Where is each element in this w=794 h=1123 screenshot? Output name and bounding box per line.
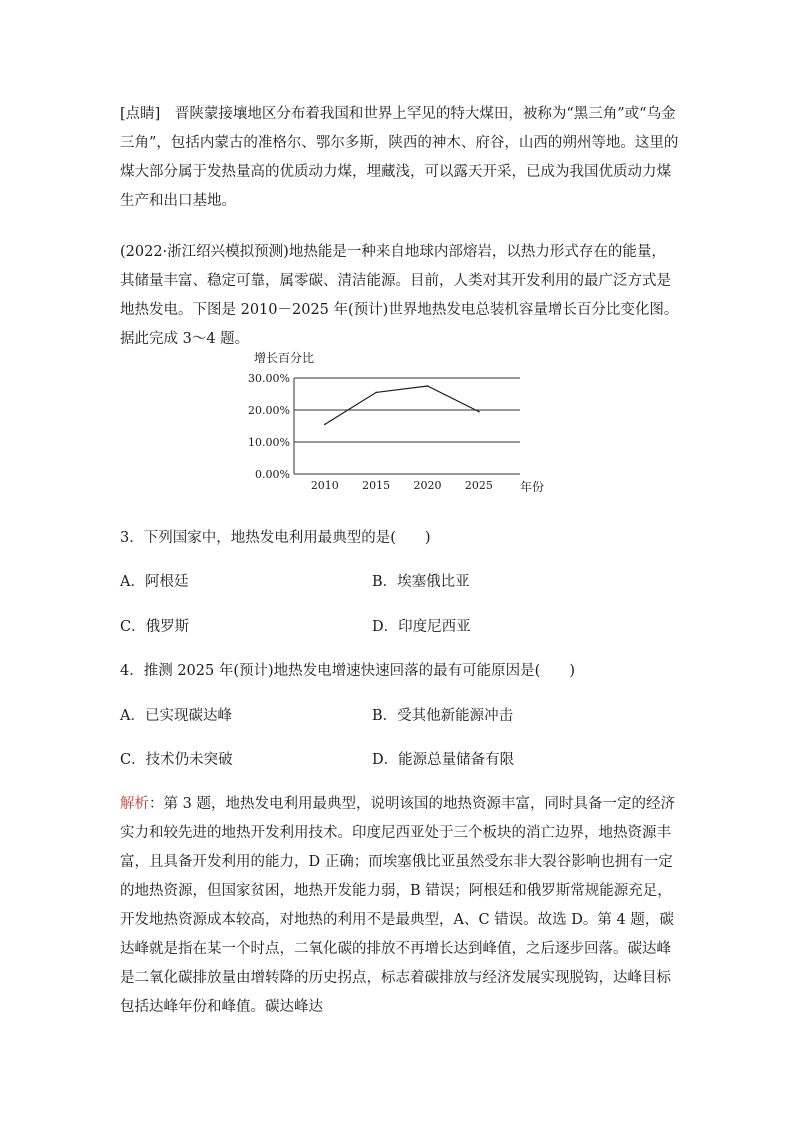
q4-option-b[interactable]: B．受其他新能源冲击 bbox=[372, 708, 514, 724]
growth-line-chart bbox=[230, 346, 560, 496]
chart-y-tick-label: 0.00% bbox=[255, 468, 290, 481]
chart-data-point bbox=[478, 411, 480, 413]
analysis-text: ：第 3 题，地热发电利用最典型，说明该国的地热资源丰富，同时具备一定的经济实力和较先进的地热开发利用技术。印度尼西亚处于三个板块的消亡边界，地热资源丰富，且具备开发利用的能力，D 正确；而埃塞俄比亚虽然受东非大裂谷影响也拥有一定的地热资源，但国家贫困，地热开发能力弱，B 错误；阿根廷和俄罗斯常规能源充足，开发地热资源成本较高，对地热的利用不是最典型，A、C 错误。故选 D。第 4 题，碳达峰就是指在某一个时点，二氧化碳的排放不再增长达到峰值，之后逐步回落。碳达峰是二氧化碳排放量由增转降的历史拐点，标志着碳排放与经济发展实现脱钩，达峰目标包括达峰年份和峰值。碳达峰达 bbox=[120, 796, 675, 1015]
q3-option-c[interactable]: C．俄罗斯 bbox=[120, 619, 190, 635]
analysis-label: 解析 bbox=[120, 796, 149, 812]
chart-x-tick-label: 2015 bbox=[362, 479, 391, 492]
chart-y-tick-label: 10.00% bbox=[248, 436, 290, 449]
question-4-stem: 4．推测 2025 年(预计)地热发电增速快速回落的最有可能原因是( ) bbox=[120, 663, 575, 679]
chart-x-tick-label: 2020 bbox=[413, 479, 442, 492]
analysis-paragraph bbox=[120, 790, 680, 1022]
q3-option-a[interactable]: A．阿根廷 bbox=[120, 574, 189, 590]
q3-option-b[interactable]: B．埃塞俄比亚 bbox=[372, 574, 470, 590]
chart-data-point bbox=[375, 392, 377, 394]
chart-series-line bbox=[325, 386, 479, 424]
tip-paragraph bbox=[120, 100, 680, 216]
chart-ylabel: 增长百分比 bbox=[254, 351, 315, 365]
q4-option-c[interactable]: C．技术仍未突破 bbox=[120, 752, 233, 768]
tip-text: 晋陕蒙接壤地区分布着我国和世界上罕见的特大煤田，被称为“黑三角”或“乌金三角”，包括内蒙古的准格尔、鄂尔多斯，陕西的神木、府谷，山西的朔州等地。这里的煤大部分属于发热量高的优质动力煤，埋藏浅，可以露天开采，已成为我国优质动力煤生产和出口基地。 bbox=[120, 106, 679, 209]
growth-chart bbox=[230, 346, 560, 496]
q4-option-d[interactable]: D．能源总量储备有限 bbox=[372, 752, 515, 768]
chart-x-tick-label: 2010 bbox=[310, 479, 339, 492]
intro-paragraph bbox=[120, 238, 680, 354]
tip-label: [点睛] bbox=[120, 106, 161, 122]
question-3-stem: 3．下列国家中，地热发电利用最典型的是( ) bbox=[120, 530, 431, 546]
chart-y-tick-label: 30.00% bbox=[248, 372, 290, 385]
chart-x-tick-label: 2025 bbox=[464, 479, 493, 492]
intro-text: (2022·浙江绍兴模拟预测)地热能是一种来自地球内部熔岩，以热力形式存在的能量，其储量丰富、稳定可靠，属零碳、清洁能源。目前，人类对其开发利用的最广泛方式是地热发电。下图是 2010－2025 年(预计)世界地热发电总装机容量增长百分比变化图。据此完成 3～4 题。 bbox=[120, 244, 679, 347]
chart-y-tick-label: 20.00% bbox=[248, 404, 290, 417]
chart-data-point bbox=[324, 424, 326, 426]
chart-xlabel: 年份 bbox=[520, 480, 545, 494]
chart-data-point bbox=[427, 385, 429, 387]
q3-option-d[interactable]: D．印度尼西亚 bbox=[372, 619, 471, 635]
q4-option-a[interactable]: A．已实现碳达峰 bbox=[120, 708, 232, 724]
